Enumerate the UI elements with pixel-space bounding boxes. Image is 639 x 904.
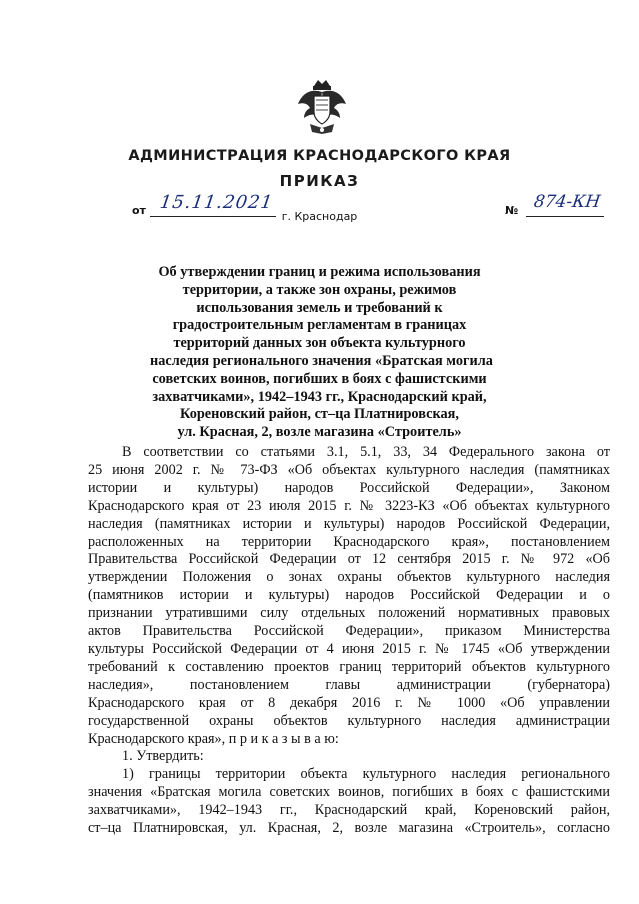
city-label: г. Краснодар	[281, 210, 358, 223]
document-subject	[150, 264, 493, 442]
body-line: наследия», постановлением главы администрации (губернатора)	[88, 676, 610, 693]
body-line: В соответствии со статьями 3.1, 5.1, 33, 34 Федерального закона от	[122, 444, 610, 460]
body-line: наследия (памятниках истории и культуры) народов Российской Федерации,	[88, 515, 610, 532]
body-line: утверждении Положения о зонах охраны объектов культурного наследия	[88, 569, 610, 586]
body-line: 1. Утвердить:	[122, 748, 204, 765]
number-underline	[526, 216, 604, 217]
subject-line: советских воинов, погибших в боях с фашистскими	[152, 370, 487, 387]
body-line: истории и культуры) народов Российской Федерации», Законом	[88, 479, 610, 496]
body-line: Правительства Российской Федерации от 12 сентября 2015 г. № 972 «Об	[88, 551, 610, 568]
number-label: №	[505, 204, 519, 217]
body-line: 25 июня 2002 г. № 73-ФЗ «Об объектах культурного наследия (памятниках	[88, 461, 610, 478]
body-line: требований к составлению проектов границ территорий объектов культурного	[88, 658, 610, 675]
organization-title: АДМИНИСТРАЦИЯ КРАСНОДАРСКОГО КРАЯ	[128, 148, 511, 164]
body-line: Краснодарского края от 23 июля 2015 г. № 3223-КЗ «Об объектах культурного	[88, 497, 610, 514]
body-line: значения «Братская могила советских воинов, погибших в боях с фашистскими	[88, 784, 610, 801]
document-type-title: ПРИКАЗ	[279, 172, 360, 190]
subject-line: ул. Красная, 2, возле магазина «Строитель»	[177, 424, 462, 441]
body-line: культуры Российской Федерации от 4 июня 2015 г. № 1745 «Об утверждении	[88, 640, 610, 657]
subject-line: территорий данных зон объекта культурного	[173, 335, 466, 352]
date-handwritten: 15.11.2021	[158, 192, 275, 213]
document-meta-row	[0, 192, 639, 226]
body-line: признании утратившими силу отдельных положений нормативных правовых	[88, 605, 610, 622]
number-handwritten: 874-КН	[532, 192, 602, 212]
date-label: от	[132, 204, 146, 217]
subject-line: использования земель и требований к	[196, 299, 443, 316]
document-body	[88, 444, 610, 838]
coat-of-arms-emblem	[296, 78, 348, 136]
subject-line: Об утверждении границ и режима использования	[158, 264, 481, 280]
body-line: ст–ца Платнировская, ул. Красная, 2, возле магазина «Строитель», согласно	[88, 820, 610, 837]
body-line: Краснодарского края от 8 декабря 2016 г. № 1000 «Об управлении	[88, 694, 610, 711]
subject-line: Кореновский район, ст–ца Платнировская,	[180, 406, 459, 423]
subject-line: наследия регионального значения «Братская могила	[150, 352, 493, 369]
body-line: Краснодарского края», п р и к а з ы в а ю:	[88, 730, 339, 747]
body-line: расположенных на территории Краснодарского края», постановлением	[88, 533, 610, 550]
subject-line: территории, а также зон охраны, режимов	[182, 281, 457, 298]
subject-line: захватчиками», 1942–1943 гг., Краснодарский край,	[152, 388, 487, 405]
body-line: захватчиками», 1942–1943 гг., Краснодарский край, Кореновский район,	[88, 802, 610, 819]
body-line: (памятников истории и культуры) народов Российской Федерации и о	[88, 587, 610, 604]
body-line: государственной охраны объектов культурного наследия администрации	[88, 712, 610, 729]
body-line: актов Правительства Российской Федерации», приказом Министерства	[88, 623, 610, 640]
body-line: 1) границы территории объекта культурного наследия регионального	[122, 766, 610, 783]
subject-line: градостроительным регламентам в границах	[172, 317, 467, 334]
